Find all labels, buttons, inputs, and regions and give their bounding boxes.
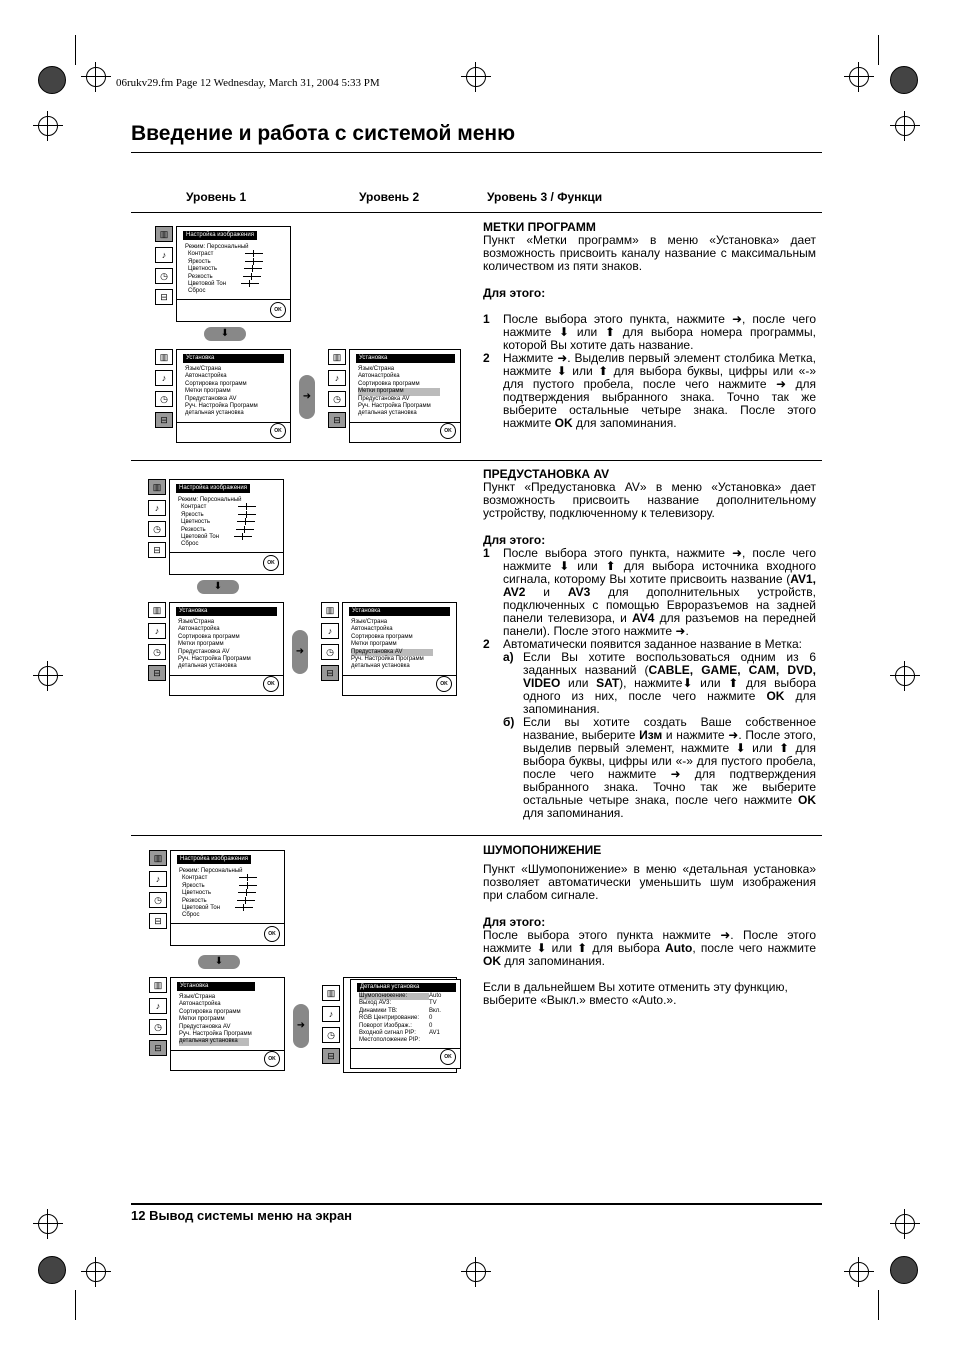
section-rule — [131, 212, 822, 213]
level-1-header: Уровень 1 — [186, 190, 247, 204]
picture-icon: ▥ — [149, 850, 167, 866]
setup-menu — [349, 349, 461, 443]
picture-menu — [176, 226, 291, 322]
menu-item: Метки программ — [351, 641, 397, 648]
section-heading: ПРЕДУСТАНОВКА AV — [483, 467, 610, 481]
timer-icon: ◷ — [149, 892, 167, 908]
setup-menu — [170, 977, 285, 1071]
arrow-right-icon: ➜ — [292, 630, 308, 674]
keyword: Изм — [639, 728, 663, 742]
sound-icon: ♪ — [322, 1006, 340, 1022]
arrow-down-icon: ⬇ — [198, 955, 240, 969]
crop-line — [878, 1290, 879, 1320]
menu-value: TV — [429, 1000, 437, 1007]
footer-rule — [131, 1203, 822, 1205]
step-text: для запоминания. — [501, 954, 605, 968]
crop-line — [75, 1290, 76, 1320]
sub-step-item — [483, 716, 816, 820]
picture-icon: ▥ — [149, 977, 167, 993]
registration-mark — [895, 1214, 915, 1234]
level-2-header: Уровень 2 — [359, 190, 420, 204]
menu-item: Резкость — [188, 273, 213, 280]
menu-item: Язык/Страна — [185, 366, 222, 372]
menu-item: Автонастройка — [178, 626, 220, 633]
step-text: или — [560, 676, 597, 690]
picture-icon: ▥ — [328, 349, 346, 365]
section-noise-reduction — [483, 843, 816, 1007]
keyword: AV3 — [567, 585, 591, 599]
for-this-label: Для этого: — [483, 286, 546, 300]
step-number: 2 — [483, 351, 490, 365]
picture-icon: ▥ — [148, 602, 166, 618]
step-text: для запоминания. — [523, 806, 624, 820]
menu-item: Поворот Изображ.: — [359, 1022, 412, 1029]
sound-icon: ♪ — [328, 370, 346, 386]
registration-mark — [849, 1262, 869, 1282]
menu-icon-column — [149, 850, 167, 934]
keyword: CABLE, GAME, CAM, DVD, VIDEO — [523, 663, 816, 690]
menu-value: 0 — [429, 1022, 433, 1029]
registration-mark — [849, 67, 869, 87]
ok-keyword: OK — [766, 689, 785, 703]
ok-keyword: OK — [483, 954, 501, 968]
picture-icon: ▥ — [322, 985, 340, 1001]
registration-mark — [38, 116, 58, 136]
registration-mark — [895, 116, 915, 136]
menu-title: Настройка изображения — [177, 855, 251, 864]
ok-keyword: OK — [554, 416, 573, 430]
menu-item: Предустановка AV — [185, 395, 237, 402]
section-heading: МЕТКИ ПРОГРАММ — [483, 220, 596, 234]
ok-icon: OK — [264, 1051, 280, 1067]
picture-menu — [169, 479, 284, 575]
menu-item: Входной сигнал PIP: — [359, 1030, 416, 1037]
step-number: 2 — [483, 637, 490, 651]
menu-title: Детальная установка — [357, 983, 456, 992]
menu-item: Автонастройка — [358, 373, 400, 380]
menu-item: Цветность — [182, 890, 211, 897]
timer-icon: ◷ — [328, 391, 346, 407]
sub-step-letter: б) — [503, 715, 515, 729]
section-metki — [483, 220, 816, 430]
registration-mark — [466, 67, 486, 87]
color-target — [890, 66, 918, 94]
menu-item-selected: Предустановка AV — [351, 649, 433, 656]
menu-icon-column — [321, 602, 339, 686]
menu-title: Установка — [349, 607, 450, 616]
menu-item: Резкость — [182, 897, 207, 904]
page-footer: 12 Вывод системы меню на экран — [131, 1208, 353, 1223]
timer-icon: ◷ — [155, 268, 173, 284]
ok-icon: OK — [440, 1049, 456, 1065]
menu-title: Настройка изображения — [176, 484, 250, 493]
menu-item: детальная установка — [351, 663, 410, 670]
menu-item: Автонастройка — [185, 373, 227, 380]
ok-icon: OK — [440, 423, 456, 439]
setup-icon: ⊟ — [155, 289, 173, 305]
menu-item: Руч. Настройка Программ — [358, 403, 431, 410]
menu-item-selected: детальная установка — [179, 1038, 249, 1045]
registration-mark — [895, 666, 915, 686]
menu-item: Метки программ — [185, 388, 231, 395]
section-preset-av — [483, 467, 816, 820]
section-intro: Пункт «Шумопонижение» в меню «детальная установка» позволяет автоматически уменьшить шум изображения при слабом сигнале. — [483, 862, 816, 902]
timer-icon: ◷ — [148, 644, 166, 660]
step-text: и — [525, 585, 568, 599]
sound-icon: ♪ — [321, 623, 339, 639]
step-text: Если вы хотите создать Ваше собственное название, выберите — [523, 715, 816, 742]
menu-item-selected: Метки программ — [358, 388, 440, 395]
ok-icon: OK — [270, 302, 286, 318]
timer-icon: ◷ — [148, 521, 166, 537]
section-heading: ШУМОПОНИЖЕНИЕ — [483, 843, 602, 857]
timer-icon: ◷ — [155, 391, 173, 407]
menu-mode: Режим: Персональный — [185, 244, 249, 250]
for-this-label: Для этого: — [483, 533, 546, 547]
menu-item: детальная установка — [185, 410, 244, 417]
sound-icon: ♪ — [155, 247, 173, 263]
sound-icon: ♪ — [148, 500, 166, 516]
menu-value: AV1 — [429, 1030, 440, 1037]
menu-item: Сортировка программ — [351, 633, 413, 640]
menu-icon-column — [322, 985, 340, 1069]
menu-item: Цветность — [181, 519, 210, 526]
setup-icon: ⊟ — [322, 1048, 340, 1064]
menu-item: Цветовой Тон — [182, 905, 221, 912]
color-target — [890, 1256, 918, 1284]
step-text: После выбора этого пункта, нажмите ➜, после чего нажмите ⬇ или ⬆ для выбора источника входного сигнала, которому Вы хотите присвоить название ( — [503, 546, 816, 586]
registration-mark — [38, 666, 58, 686]
setup-menu — [342, 602, 457, 696]
section-rule — [131, 835, 822, 836]
timer-icon: ◷ — [321, 644, 339, 660]
sub-step-item — [483, 651, 816, 716]
color-target — [38, 66, 66, 94]
menu-item: Автонастройка — [179, 1001, 221, 1008]
step-text: После выбора этого пункта нажмите ➜. После этого нажмите ⬇ или ⬆ для выбора — [483, 928, 816, 955]
menu-title: Установка — [177, 982, 255, 991]
color-target — [38, 1256, 66, 1284]
ok-icon: OK — [263, 676, 279, 692]
menu-item: Руч. Настройка Программ — [178, 656, 251, 663]
print-header: 06rukv29.fm Page 12 Wednesday, March 31, 2004 5:33 PM — [116, 77, 380, 89]
menu-item: Цветовой Тон — [188, 281, 227, 288]
menu-item: Цветность — [188, 266, 217, 273]
registration-mark — [466, 1262, 486, 1282]
step-text: ), нажмите⬇ или ⬆ для выбора одного из них, после чего нажмите — [523, 676, 816, 703]
step-number: 1 — [483, 312, 490, 326]
setup-menu — [176, 349, 291, 443]
sound-icon: ♪ — [155, 370, 173, 386]
for-this-label: Для этого: — [483, 915, 546, 929]
menu-item: детальная установка — [358, 410, 417, 417]
sound-icon: ♪ — [148, 623, 166, 639]
menu-item: Сортировка программ — [185, 380, 247, 387]
menu-title: Установка — [356, 354, 455, 363]
section-intro: Пункт «Метки программ» в меню «Установка» дает возможность присвоить каналу название с максимальным количеством из пяти знаков. — [483, 233, 816, 273]
sub-step-letter: а) — [503, 650, 514, 664]
crop-line — [878, 35, 879, 65]
menu-value: Вкл. — [429, 1007, 441, 1014]
keyword: Auto — [665, 941, 693, 955]
arrow-right-icon: ➜ — [293, 1004, 309, 1048]
setup-menu — [169, 602, 284, 696]
detail-menu — [350, 979, 461, 1069]
menu-item: Яркость — [188, 258, 211, 265]
setup-icon: ⊟ — [148, 665, 166, 681]
keyword: SAT — [596, 676, 620, 690]
setup-icon: ⊟ — [155, 412, 173, 428]
step-text: для запоминания. — [572, 416, 677, 430]
menu-item: Сброс — [182, 912, 200, 919]
ok-icon: OK — [270, 423, 286, 439]
menu-icon-column — [328, 349, 346, 433]
setup-icon: ⊟ — [328, 412, 346, 428]
step-text: Если Вы хотите воспользоваться одним из 6 заданных названий ( — [523, 650, 816, 677]
menu-item: Сортировка программ — [179, 1008, 241, 1015]
menu-value: 0 — [429, 1015, 433, 1022]
menu-item: Язык/Страна — [358, 366, 395, 372]
picture-icon: ▥ — [155, 226, 173, 242]
menu-item: детальная установка — [178, 663, 237, 670]
sound-icon: ♪ — [149, 871, 167, 887]
keyword: AV1, AV2 — [503, 572, 816, 599]
timer-icon: ◷ — [322, 1027, 340, 1043]
setup-icon: ⊟ — [148, 542, 166, 558]
menu-item: Предустановка AV — [358, 395, 410, 402]
menu-icon-column — [148, 479, 166, 563]
menu-item: Резкость — [181, 526, 206, 533]
crop-line — [75, 35, 76, 65]
level-3-header: Уровень 3 / Функци — [487, 190, 603, 204]
menu-item: Динамики ТВ: — [359, 1007, 398, 1014]
step-item — [483, 313, 816, 352]
step-item — [483, 547, 816, 638]
menu-item: Контраст — [182, 875, 208, 882]
menu-icon-column — [155, 226, 173, 310]
step-text: для разъемов на передней панели). После этого нажмите ➜. — [503, 611, 816, 638]
menu-item: Сортировка программ — [178, 633, 240, 640]
menu-icon-column — [148, 602, 166, 686]
registration-mark — [38, 1214, 58, 1234]
picture-icon: ▥ — [321, 602, 339, 618]
step-text: , после чего нажмите — [692, 941, 816, 955]
arrow-down-icon: ⬇ — [204, 327, 246, 341]
menu-mode: Режим: Персональный — [179, 868, 243, 874]
timer-icon: ◷ — [149, 1019, 167, 1035]
menu-title: Установка — [183, 354, 284, 363]
picture-icon: ▥ — [155, 349, 173, 365]
setup-icon: ⊟ — [149, 1040, 167, 1056]
menu-item-selected: Шумопонижение: — [359, 993, 429, 1000]
menu-item: Яркость — [181, 511, 204, 518]
sound-icon: ♪ — [149, 998, 167, 1014]
step-text: для запоминания. — [523, 689, 817, 716]
menu-item: Сортировка программ — [358, 380, 420, 387]
step-text: После выбора этого пункта, нажмите ➜, после чего нажмите ⬇ или ⬆ для выбора номера программы, которой Вы хотите дать название. — [503, 312, 816, 352]
menu-icon-column — [149, 977, 167, 1061]
menu-item: Местоположение PIP: — [359, 1037, 421, 1044]
menu-value: Auto — [429, 993, 442, 999]
title-rule — [131, 152, 822, 153]
setup-icon: ⊟ — [149, 913, 167, 929]
menu-title: Настройка изображения — [183, 231, 257, 240]
menu-item: Руч. Настройка Программ — [179, 1031, 252, 1038]
menu-title: Установка — [176, 607, 277, 616]
menu-mode: Режим: Персональный — [178, 497, 242, 503]
menu-item: Метки программ — [178, 641, 224, 648]
step-number: 1 — [483, 546, 490, 560]
menu-item: Контраст — [188, 251, 214, 258]
arrow-down-icon: ⬇ — [197, 580, 239, 594]
menu-icon-column — [155, 349, 173, 433]
step-text: и нажмите ➜. После этого, выделив первый элемент, нажмите ⬇ или ⬆ для выбора буквы, цифры или «-» для пустого пробела, после чего нажмите ➜ для подтверждения выбранного знака. Точно так же выберите остальные четыре знака, после чего нажмите — [523, 728, 816, 807]
registration-mark — [86, 67, 106, 87]
step-item — [483, 352, 816, 430]
menu-item: Язык/Страна — [178, 619, 215, 625]
menu-item: Предустановка AV — [179, 1023, 231, 1030]
menu-item: Автонастройка — [351, 626, 393, 633]
menu-item: Сброс — [188, 288, 206, 295]
menu-item: Сброс — [181, 541, 199, 548]
step-text: для дополнительных устройств, подключенных с помощью Евроразъемов на задней панели телевизора, и — [503, 585, 816, 625]
menu-item: Руч. Настройка Программ — [351, 656, 424, 663]
registration-mark — [86, 1262, 106, 1282]
step-text: Автоматически появится заданное название в Метка: — [503, 637, 803, 651]
section-note: Если в дальнейшем Вы хотите отменить эту функцию, выберите «Выкл.» вместо «Auto.». — [483, 980, 788, 1007]
picture-icon: ▥ — [148, 479, 166, 495]
arrow-right-icon: ➜ — [299, 375, 315, 419]
menu-item: Яркость — [182, 882, 205, 889]
ok-keyword: OK — [798, 793, 816, 807]
setup-icon: ⊟ — [321, 665, 339, 681]
ok-icon: OK — [264, 926, 280, 942]
menu-item: Контраст — [181, 504, 207, 511]
section-intro: Пункт «Предустановка AV» в меню «Установка» дает возможность присвоить название дополнительному устройству, подключенному к телевизору. — [483, 480, 816, 520]
menu-item: Язык/Страна — [351, 619, 388, 625]
menu-item: Цветовой Тон — [181, 534, 220, 541]
ok-icon: OK — [263, 555, 279, 571]
menu-item: Руч. Настройка Программ — [185, 403, 258, 410]
menu-item: Выход AV3: — [359, 1000, 392, 1007]
keyword: AV4 — [632, 611, 655, 625]
picture-menu — [170, 850, 285, 946]
menu-item: RGB Центрирование: — [359, 1015, 419, 1022]
ok-icon: OK — [436, 676, 452, 692]
menu-item: Метки программ — [179, 1016, 225, 1023]
section-rule — [131, 460, 822, 461]
menu-item: Язык/Страна — [179, 994, 216, 1000]
section-instruction — [483, 929, 816, 968]
menu-item: Предустановка AV — [178, 648, 230, 655]
step-text: Нажмите ➜. Выделив первый элемент столбика Метка, нажмите ⬇ или ⬆ для выбора буквы, цифры или «-» для пустого пробела, после чего нажмите ➜ для подтверждения выбранного знака. Точно так же выберите остальные четыре знака. После этого нажмите — [503, 351, 816, 430]
page-title: Введение и работа с системой меню — [131, 122, 516, 145]
